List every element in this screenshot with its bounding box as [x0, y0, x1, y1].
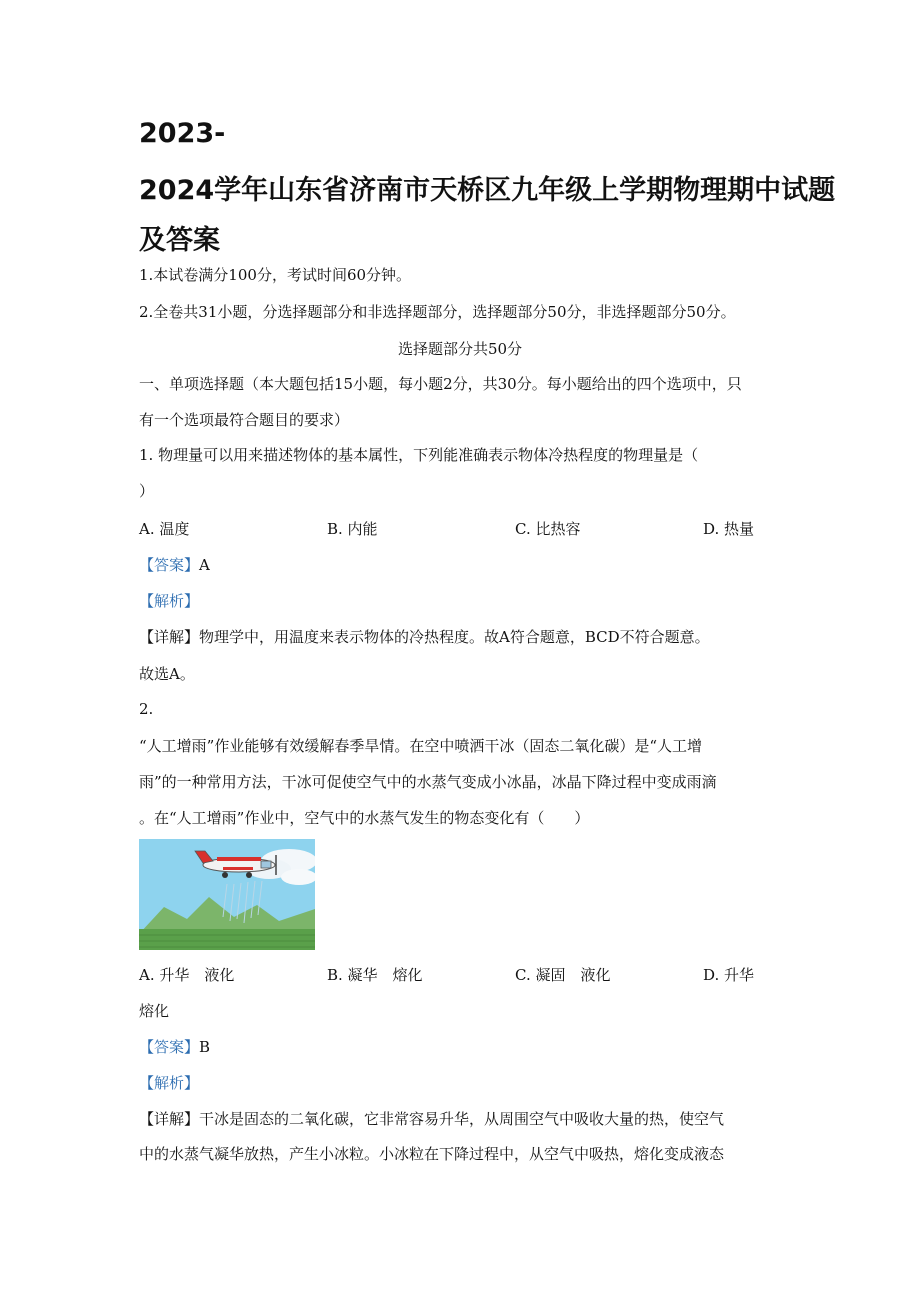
q2-option-a: A. 升华 液化	[139, 966, 235, 984]
q1-stem-line-1: 1. 物理量可以用来描述物体的基本属性，下列能准确表示物体冷热程度的物理量是（	[139, 446, 699, 464]
q1-conclusion: 故选A。	[139, 665, 195, 683]
q1-stem-line-2: ）	[139, 482, 155, 500]
q2-analysis-tag: 【解析】	[139, 1074, 200, 1092]
q2-detail-line-2: 中的水蒸气凝华放热，产生小冰粒。小冰粒在下降过程中，从空气中吸热，熔化变成液态	[139, 1145, 725, 1163]
q1-analysis-tag: 【解析】	[139, 592, 200, 610]
q1-answer	[139, 554, 210, 575]
q2-stem-line-1: “人工增雨”作业能够有效缓解春季旱情。在空中喷洒干冰（固态二氧化碳）是“人工增	[139, 737, 703, 755]
q2-answer-tag: 【答案】	[139, 1038, 200, 1056]
q1-option-d: D. 热量	[703, 520, 755, 538]
q2-answer-value: B	[199, 1038, 211, 1056]
title-line-1: 2023-	[139, 118, 226, 149]
title-line-3: 及答案	[139, 225, 220, 256]
q2-answer	[139, 1036, 210, 1057]
q1-option-b: B. 内能	[327, 520, 378, 538]
q2-option-b: B. 凝华 熔化	[327, 966, 423, 984]
q2-option-d: D. 升华	[703, 966, 755, 984]
airplane-seeding-illustration	[139, 839, 315, 950]
title-line-2: 2024学年山东省济南市天桥区九年级上学期物理期中试题	[139, 175, 836, 206]
q2-option-d-wrap: 熔化	[139, 1002, 170, 1020]
note-1: 1.本试卷满分100分，考试时间60分钟。	[139, 266, 412, 284]
q2-stem-line-2: 雨”的一种常用方法，干冰可促使空气中的水蒸气变成小冰晶，冰晶下降过程中变成雨滴	[139, 773, 717, 791]
q2-number: 2.	[139, 700, 154, 718]
q2-detail-line-1	[139, 1108, 724, 1129]
note-2: 2.全卷共31小题，分选择题部分和非选择题部分，选择题部分50分，非选择题部分50分。	[139, 303, 736, 321]
q1-detail-tag: 【详解】	[139, 628, 200, 646]
q1-option-c: C. 比热容	[515, 520, 581, 538]
q2-option-c: C. 凝固 液化	[515, 966, 611, 984]
section-heading: 选择题部分共50分	[397, 340, 523, 358]
q2-detail-tag: 【详解】	[139, 1110, 200, 1128]
q2-stem-line-3: 。在“人工增雨”作业中，空气中的水蒸气发生的物态变化有（ ）	[139, 809, 590, 827]
q1-option-a: A. 温度	[139, 520, 190, 538]
q2-detail-text-1: 干冰是固态的二氧化碳，它非常容易升华，从周围空气中吸收大量的热，使空气	[199, 1110, 725, 1128]
part-one-line-2: 有一个选项最符合题目的要求）	[139, 411, 350, 429]
part-one-line-1: 一、单项选择题（本大题包括15小题，每小题2分，共30分。每小题给出的四个选项中，只	[139, 375, 742, 393]
q1-answer-value: A	[199, 556, 210, 574]
q1-detail	[139, 626, 710, 647]
q1-answer-tag: 【答案】	[139, 556, 200, 574]
q1-detail-text: 物理学中，用温度来表示物体的冷热程度。故A符合题意，BCD不符合题意。	[199, 628, 710, 646]
